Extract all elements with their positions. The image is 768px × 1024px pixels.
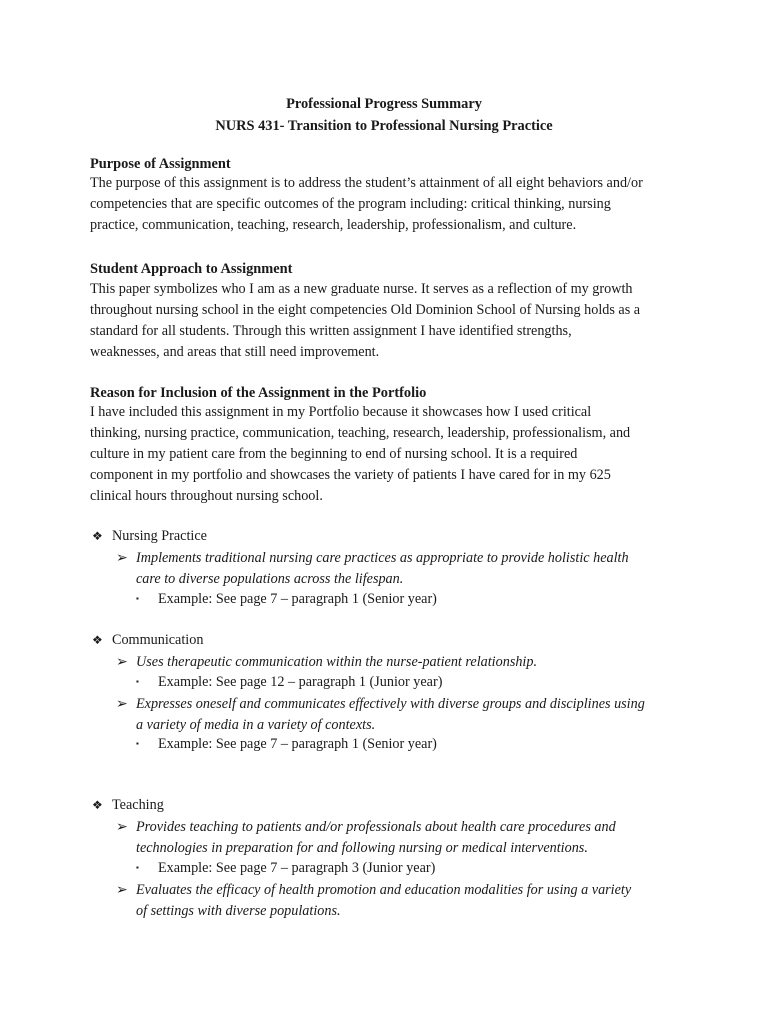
behavior-line: Evaluates the efficacy of health promotion and education modalities for using a variety: [136, 882, 632, 898]
paragraph-line: The purpose of this assignment is to address the student’s attainment of all eight behaviors and/or: [90, 175, 643, 191]
example-item: [136, 674, 442, 691]
document-title: Professional Progress Summary: [286, 96, 482, 112]
paragraph-line: competencies that are specific outcomes of the program including: critical thinking, nursing: [90, 196, 611, 212]
diamond-bullet-icon: ❖: [92, 529, 103, 543]
reason-paragraph: [90, 402, 680, 507]
paragraph-line: weaknesses, and areas that still need improvement.: [90, 344, 380, 360]
example-text: Example: See page 7 – paragraph 1 (Senior year): [158, 736, 437, 752]
behavior-line: of settings with diverse populations.: [136, 903, 341, 919]
arrow-bullet-icon: ➢: [116, 819, 128, 835]
behavior-line: Expresses oneself and communicates effectively with diverse groups and disciplines using: [136, 696, 645, 712]
approach-paragraph: [90, 279, 680, 363]
behavior-line: Uses therapeutic communication within the nurse-patient relationship.: [136, 654, 538, 670]
behavior-line: Provides teaching to patients and/or professionals about health care procedures and: [136, 819, 616, 835]
paragraph-line: I have included this assignment in my Portfolio because it showcases how I used critical: [90, 404, 592, 420]
behavior-item: [116, 548, 629, 590]
competency-label: Communication: [112, 632, 204, 648]
example-text: Example: See page 7 – paragraph 3 (Junior year): [158, 860, 436, 876]
arrow-bullet-icon: ➢: [116, 696, 128, 712]
square-bullet-icon: ▪: [136, 863, 139, 872]
behavior-line: a variety of media in a variety of contexts.: [136, 717, 376, 733]
paragraph-line: throughout nursing school in the eight competencies Old Dominion School of Nursing holds as a: [90, 302, 641, 318]
competency-communication: [92, 632, 203, 649]
example-item: [136, 591, 437, 608]
example-item: [136, 860, 435, 877]
example-item: [136, 736, 437, 753]
arrow-bullet-icon: ➢: [116, 882, 128, 898]
diamond-bullet-icon: ❖: [92, 798, 103, 812]
purpose-heading: Purpose of Assignment: [90, 156, 231, 172]
competency-label: Teaching: [112, 797, 164, 813]
example-text: Example: See page 12 – paragraph 1 (Junior year): [158, 674, 443, 690]
arrow-bullet-icon: ➢: [116, 654, 128, 670]
example-text: Example: See page 7 – paragraph 1 (Senior year): [158, 591, 437, 607]
competency-nursing-practice: [92, 528, 207, 545]
competency-label: Nursing Practice: [112, 528, 207, 544]
square-bullet-icon: ▪: [136, 677, 139, 686]
behavior-line: care to diverse populations across the lifespan.: [136, 571, 404, 587]
behavior-item: [116, 880, 631, 922]
purpose-paragraph: [90, 173, 680, 236]
paragraph-line: This paper symbolizes who I am as a new graduate nurse. It serves as a reflection of my growth: [90, 281, 633, 297]
course-title: NURS 431- Transition to Professional Nursing Practice: [215, 118, 553, 134]
diamond-bullet-icon: ❖: [92, 633, 103, 647]
paragraph-line: culture in my patient care from the beginning to end of nursing school. It is a required: [90, 446, 578, 462]
paragraph-line: practice, communication, teaching, research, leadership, professionalism, and culture.: [90, 217, 577, 233]
arrow-bullet-icon: ➢: [116, 550, 128, 566]
reason-heading: Reason for Inclusion of the Assignment in the Portfolio: [90, 385, 427, 401]
behavior-item: [116, 694, 645, 736]
square-bullet-icon: ▪: [136, 739, 139, 748]
behavior-item: [116, 817, 616, 859]
behavior-line: Implements traditional nursing care practices as appropriate to provide holistic health: [136, 550, 629, 566]
paragraph-line: thinking, nursing practice, communication, teaching, research, leadership, professionalism, and: [90, 425, 631, 441]
competency-teaching: [92, 797, 164, 814]
approach-heading: Student Approach to Assignment: [90, 261, 293, 277]
paragraph-line: clinical hours throughout nursing school.: [90, 488, 323, 504]
behavior-line: technologies in preparation for and following nursing or medical interventions.: [136, 840, 588, 856]
paragraph-line: component in my portfolio and showcases the variety of patients I have cared for in my 625: [90, 467, 611, 483]
behavior-item: [116, 652, 537, 673]
paragraph-line: standard for all students. Through this written assignment I have identified strengths,: [90, 323, 572, 339]
square-bullet-icon: ▪: [136, 594, 139, 603]
